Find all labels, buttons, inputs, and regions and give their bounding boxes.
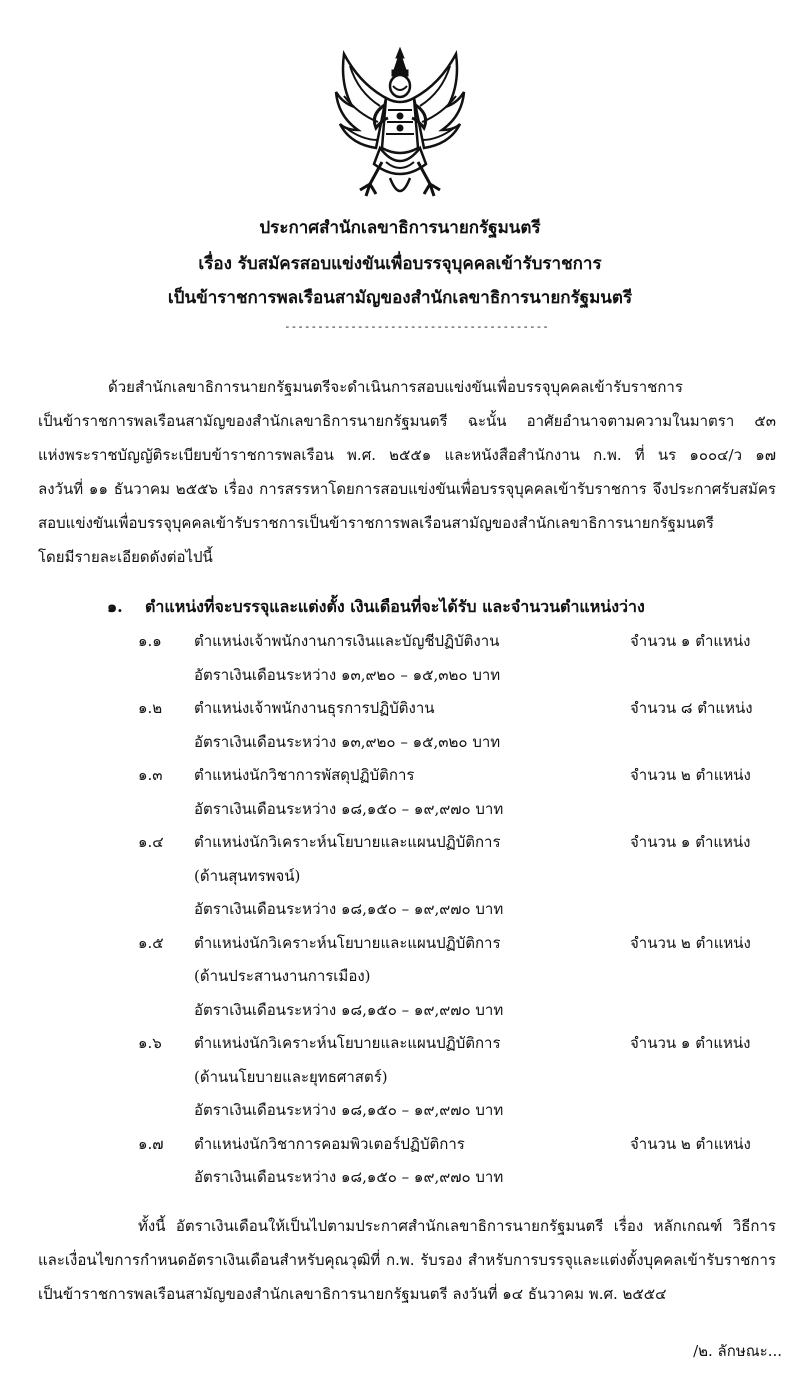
position-title: ตำแหน่งนักวิเคราะห์นโยบายและแผนปฏิบัติการ — [194, 1034, 501, 1052]
position-number: ๑.๔ — [138, 833, 164, 851]
closing-line-1: ทั้งนี้ อัตราเงินเดือนให้เป็นไปตามประกาศสำนักเลขาธิการนายกรัฐมนตรี เรื่อง หลักเกณฑ์ วิธีการ — [138, 1217, 776, 1235]
garuda-emblem-icon — [330, 44, 470, 206]
position-specialty: (ด้านประสานงานการเมือง) — [194, 967, 371, 985]
position-count: จำนวน ๒ ตำแหน่ง — [630, 766, 751, 784]
position-salary: อัตราเงินเดือนระหว่าง ๑๘,๑๕๐ – ๑๙,๙๗๐ บาท — [194, 800, 504, 818]
closing-line-3: เป็นข้าราชการพลเรือนสามัญของสำนักเลขาธิการนายกรัฐมนตรี ลงวันที่ ๑๔ ธันวาคม พ.ศ. ๒๕๕๔ — [38, 1285, 667, 1303]
position-salary: อัตราเงินเดือนระหว่าง ๑๓,๙๒๐ – ๑๕,๓๒๐ บาท — [194, 733, 501, 751]
position-count: จำนวน ๑ ตำแหน่ง — [630, 1034, 751, 1052]
position-salary: อัตราเงินเดือนระหว่าง ๑๓,๙๒๐ – ๑๕,๓๒๐ บาท — [194, 666, 501, 684]
position-specialty: (ด้านสุนทรพจน์) — [194, 867, 301, 885]
intro-line-1: ด้วยสำนักเลขาธิการนายกรัฐมนตรีจะดำเนินการสอบแข่งขันเพื่อบรรจุบุคคลเข้ารับราชการ — [108, 378, 683, 396]
announcement-subject-line2: เป็นข้าราชการพลเรือนสามัญของสำนักเลขาธิการนายกรัฐมนตรี — [167, 288, 633, 308]
intro-line-4: ลงวันที่ ๑๑ ธันวาคม ๒๕๕๖ เรื่อง การสรรหาโดยการสอบแข่งขันเพื่อบรรจุบุคคลเข้ารับราชการ จึงประกาศรับสมัคร — [38, 480, 776, 498]
position-count: จำนวน ๒ ตำแหน่ง — [630, 934, 751, 952]
position-specialty: (ด้านนโยบายและยุทธศาสตร์) — [194, 1068, 388, 1086]
position-number: ๑.๗ — [138, 1135, 164, 1153]
position-salary: อัตราเงินเดือนระหว่าง ๑๘,๑๕๐ – ๑๙,๙๗๐ บาท — [194, 900, 504, 918]
title-separator: ---------------------------------------- — [284, 320, 549, 333]
section-title: ตำแหน่งที่จะบรรจุและแต่งตั้ง เงินเดือนที่จะได้รับ และจำนวนตำแหน่งว่าง — [145, 597, 645, 616]
position-number: ๑.๓ — [138, 766, 163, 784]
position-number: ๑.๒ — [138, 699, 163, 717]
intro-line-2: เป็นข้าราชการพลเรือนสามัญของสำนักเลขาธิการนายกรัฐมนตรี ฉะนั้น อาศัยอำนาจตามความในมาตรา ๕๓ — [38, 412, 776, 430]
position-title: ตำแหน่งนักวิเคราะห์นโยบายและแผนปฏิบัติการ — [194, 934, 501, 952]
position-count: จำนวน ๑ ตำแหน่ง — [630, 632, 751, 650]
section-1-heading — [107, 594, 645, 620]
page-continuation: /๒. ลักษณะ... — [693, 1342, 782, 1360]
position-salary: อัตราเงินเดือนระหว่าง ๑๘,๑๕๐ – ๑๙,๙๗๐ บาท — [194, 1101, 504, 1119]
position-count: จำนวน ๒ ตำแหน่ง — [630, 1135, 751, 1153]
intro-line-3: แห่งพระราชบัญญัติระเบียบข้าราชการพลเรือน พ.ศ. ๒๕๕๑ และหนังสือสำนักงาน ก.พ. ที่ นร ๑๐๐๔/ว ๑๗ — [38, 446, 776, 464]
position-number: ๑.๕ — [138, 934, 164, 952]
closing-line-2: และเงื่อนไขการกำหนดอัตราเงินเดือนสำหรับคุณวุฒิที่ ก.พ. รับรอง สำหรับการบรรจุและแต่งตั้งบุคคลเข้ารับราชการ — [38, 1251, 776, 1269]
position-number: ๑.๑ — [138, 632, 162, 650]
position-salary: อัตราเงินเดือนระหว่าง ๑๘,๑๕๐ – ๑๙,๙๗๐ บาท — [194, 1001, 504, 1019]
position-count: จำนวน ๑ ตำแหน่ง — [630, 833, 751, 851]
position-title: ตำแหน่งเจ้าพนักงานการเงินและบัญชีปฏิบัติงาน — [194, 632, 500, 650]
intro-line-5: สอบแข่งขันเพื่อบรรจุบุคคลเข้ารับราชการเป็นข้าราชการพลเรือนสามัญของสำนักเลขาธิการนายกรัฐมนตรี — [38, 514, 714, 532]
position-title: ตำแหน่งเจ้าพนักงานธุรการปฏิบัติงาน — [194, 699, 435, 717]
section-number: ๑. — [107, 597, 123, 616]
intro-line-6: โดยมีรายละเอียดดังต่อไปนี้ — [38, 548, 213, 566]
position-salary: อัตราเงินเดือนระหว่าง ๑๘,๑๕๐ – ๑๙,๙๗๐ บาท — [194, 1168, 504, 1186]
position-title: ตำแหน่งนักวิเคราะห์นโยบายและแผนปฏิบัติการ — [194, 833, 501, 851]
announcement-title: ประกาศสำนักเลขาธิการนายกรัฐมนตรี — [259, 218, 541, 238]
position-title: ตำแหน่งนักวิชาการพัสดุปฏิบัติการ — [194, 766, 415, 784]
position-number: ๑.๖ — [138, 1034, 162, 1052]
position-title: ตำแหน่งนักวิชาการคอมพิวเตอร์ปฏิบัติการ — [194, 1135, 465, 1153]
position-count: จำนวน ๘ ตำแหน่ง — [630, 699, 753, 717]
announcement-subject: เรื่อง รับสมัครสอบแข่งขันเพื่อบรรจุบุคคลเข้ารับราชการ — [198, 254, 602, 274]
